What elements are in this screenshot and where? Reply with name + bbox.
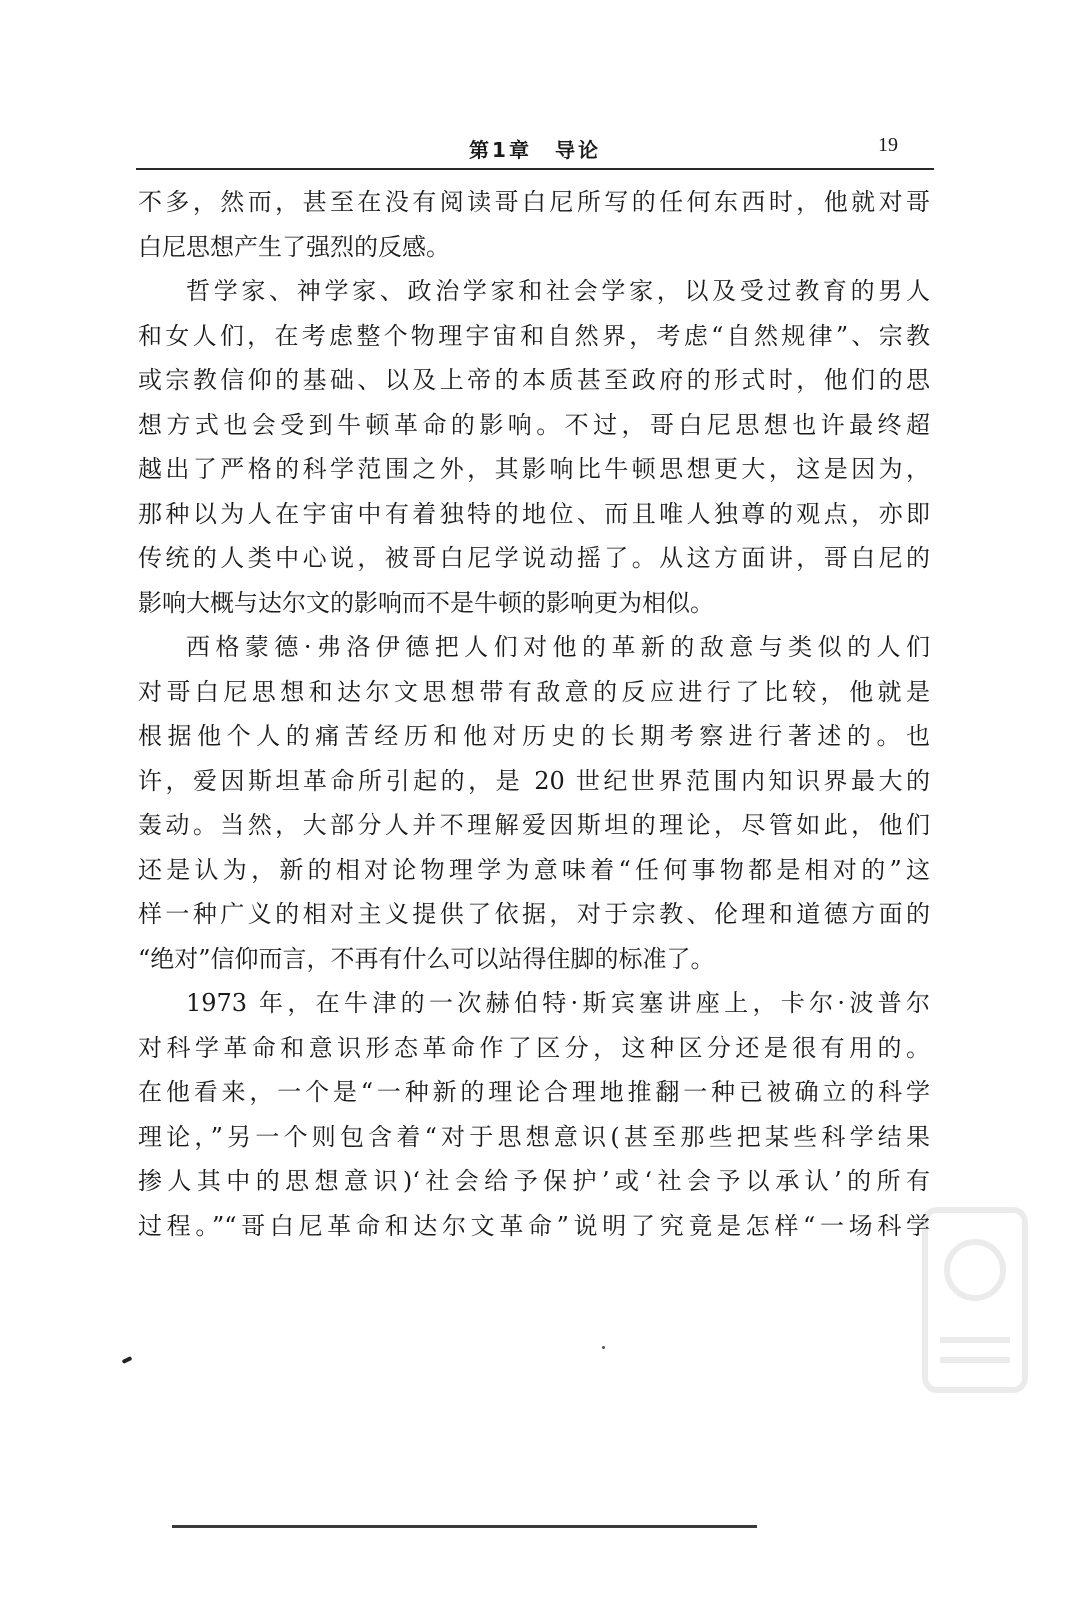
paragraph-3 (138, 625, 930, 981)
text-line: 许，爱因斯坦革命所引起的，是 20 世纪世界范围内知识界最大的 (138, 766, 930, 795)
text-line: 越出了严格的科学范围之外，其影响比牛顿思想更大，这是因为， (138, 455, 930, 483)
text-line: 哲学家、神学家、政治学家和社会学家，以及受过教育的男人 (186, 277, 930, 305)
text-line: 西格蒙德·弗洛伊德把人们对他的革新的敌意与类似的人们 (186, 633, 930, 661)
text-line: 轰动。当然，大部分人并不理解爱因斯坦的理论，尽管如此，他们 (138, 811, 930, 839)
text-line: 白尼思想产生了强烈的反感。 (138, 232, 450, 261)
text-line: 传统的人类中心说，被哥白尼学说动摇了。从这方面讲，哥白尼的 (138, 544, 930, 572)
text-line: 和女人们，在考虑整个物理宇宙和自然界，考虑“自然规律”、宗教 (138, 321, 930, 350)
footer-rule (172, 1525, 757, 1528)
scan-speck (602, 1346, 605, 1349)
paragraph-4 (138, 981, 930, 1248)
text-line: 对哥白尼思想和达尔文思想带有敌意的反应进行了比较，他就是 (138, 677, 930, 706)
text-line: 不多，然而，甚至在没有阅读哥白尼所写的任何东西时，他就对哥 (138, 188, 930, 216)
text-line: 还是认为，新的相对论物理学为意味着“任何事物都是相对的”这 (138, 855, 930, 884)
running-head (140, 126, 930, 166)
text-line: 影响大概与达尔文的影响而不是牛顿的影响更为相似。 (138, 588, 714, 617)
header-rule (136, 168, 934, 170)
text-line: 或宗教信仰的基础、以及上帝的本质甚至政府的形式时，他们的思 (138, 366, 930, 394)
text-line: 1973 年，在牛津的一次赫伯特·斯宾塞讲座上，卡尔·波普尔 (186, 989, 930, 1017)
text-line: 在他看来，一个是“一种新的理论合理地推翻一种已被确立的科学 (138, 1078, 930, 1106)
text-line: 掺人其中的思想意识)‘社会给予保护’或‘社会予以承认’的所有 (138, 1167, 930, 1195)
paragraph-1 (138, 180, 930, 269)
text-line: 想方式也会受到牛顿革命的影响。不过，哥白尼思想也许最终超 (138, 410, 930, 439)
chapter-title: 第1章 导论 (469, 138, 601, 162)
scan-watermark (905, 1190, 1045, 1410)
scan-speck (122, 1356, 133, 1364)
page-number: 19 (878, 134, 898, 156)
text-line: 过程。”“哥白尼革命和达尔文革命”说明了究竟是怎样“一场科学 (138, 1211, 930, 1240)
paragraph-2 (138, 269, 930, 625)
text-line: 对科学革命和意识形态革命作了区分，这种区分还是很有用的。 (138, 1033, 930, 1062)
text-line: 那种以为人在宇宙中有着独特的地位、而且唯人独尊的观点，亦即 (138, 499, 930, 528)
text-line: 样一种广义的相对主义提供了依据，对于宗教、伦理和道德方面的 (138, 900, 930, 928)
body-text (138, 180, 930, 1248)
text-line: 根据他个人的痛苦经历和他对历史的长期考察进行著述的。也 (138, 722, 930, 750)
text-line: “绝对”信仰而言，不再有什么可以站得住脚的标准了。 (138, 944, 715, 973)
text-line: 理论，”另一个则包含着“对于思想意识(甚至那些把某些科学结果 (138, 1122, 930, 1151)
